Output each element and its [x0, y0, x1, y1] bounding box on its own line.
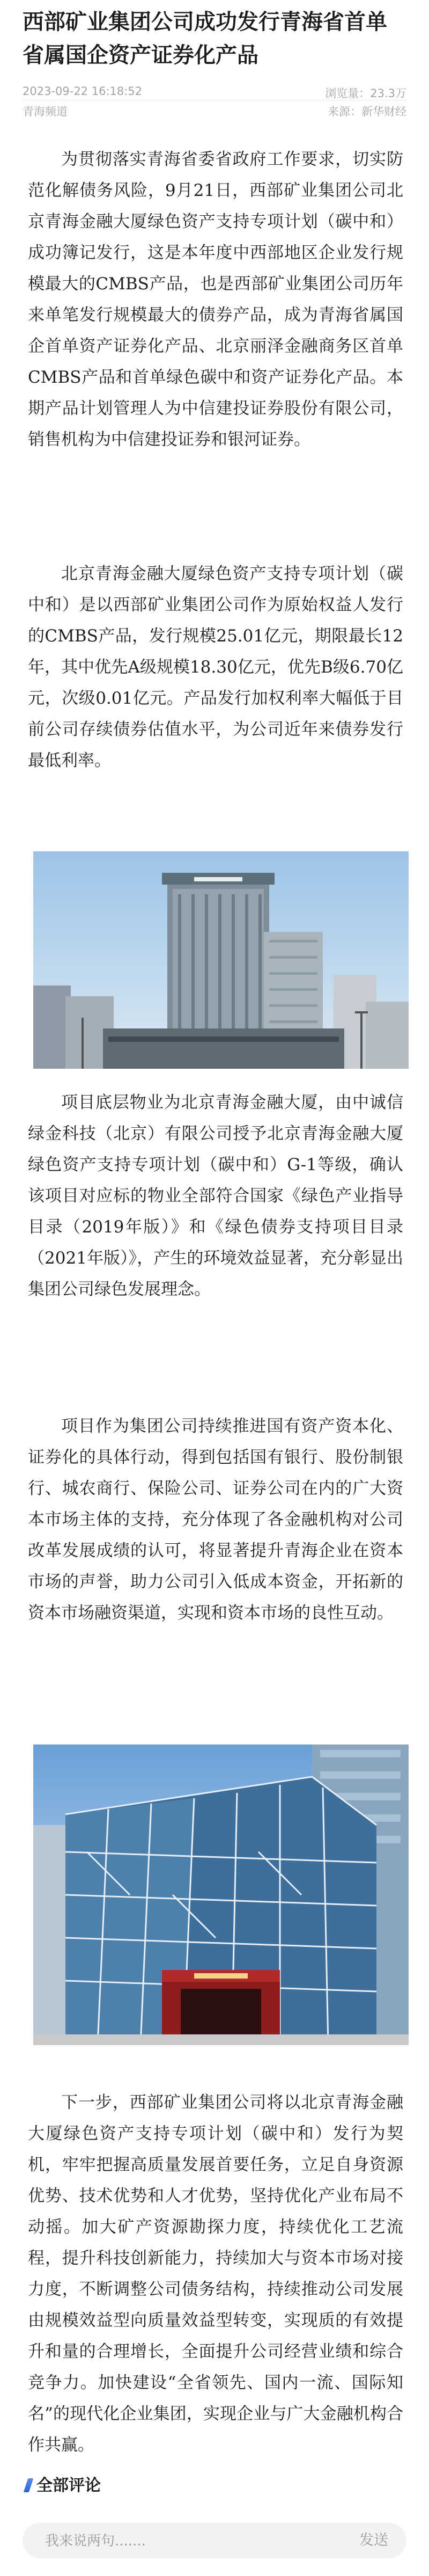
publish-date: 2023-09-22 16:18:52: [23, 85, 143, 98]
article-paragraph-2: 北京青海金融大厦绿色资产支持专项计划（碳中和）是以西部矿业集团公司作为原始权益人发行的CMBS产品，发行规模25.01亿元，期限最长12年，其中优先A级规模18.30亿元，优先B级6.70亿元，次级0.01亿元。产品发行加权利率大幅低于目前公司存续债券估值水平，为公司近年来债券发行最低利率。: [28, 564, 403, 770]
meta-row-top: [23, 85, 406, 101]
comment-section-bar-icon: [24, 2478, 33, 2492]
article-title: 西部矿业集团公司成功发行青海省首单省属国企资产证券化产品: [23, 10, 387, 68]
building-photo-tower: [33, 851, 409, 1069]
meta-row-bottom: [23, 103, 406, 119]
source-label: 来源：新华财经: [328, 105, 406, 118]
comment-bar: [23, 2523, 406, 2558]
comments-header-label: 全部评论: [36, 2476, 101, 2495]
comments-header: [26, 2472, 101, 2493]
article-paragraph-5: 下一步，西部矿业集团公司将以北京青海金融大厦绿色资产支持专项计划（碳中和）发行为契机，牢牢把握高质量发展首要任务，立足自身资源优势、技术优势和人才优势，坚持优化产业布局不动摇。加大矿产资源勘探力度，持续优化工艺流程，提升科技创新能力，持续加大与资本市场对接力度，不断调整公司债务结构，持续推动公司发展由规模效益型向质量效益型转变，实现质的有效提升和量的合理增长，全面提升公司经营业绩和综合竞争力。加快建设“全省领先、国内一流、国际知名”的现代化企业集团，实现企业与广大金融机构合作共赢。: [28, 2093, 403, 2455]
article-paragraph-4: 项目作为集团公司持续推进国有资产资本化、证券化的具体行动，得到包括国有银行、股份制银行、城农商行、保险公司、证券公司在内的广大资本市场主体的支持，充分体现了各金融机构对公司改革发展成绩的认可，将显著提升青海企业在资本市场的声誉，助力公司引入低成本资金，开拓新的资本市场融资渠道，实现和资本市场的良性互动。: [28, 1417, 403, 1623]
article-paragraph-1: 为贯彻落实青海省委省政府工作要求，切实防范化解债务风险，9月21日，西部矿业集团公司北京青海金融大厦绿色资产支持专项计划（碳中和）成功簿记发行，这是本年度中西部地区企业发行规模最大的CMBS产品，也是西部矿业集团公司历年来单笔发行规模最大的债券产品，成为青海省属国企首单资产证券化产品、北京丽泽金融商务区首单CMBS产品和首单绿色碳中和资产证券化产品。本期产品计划管理人为中信建投证券股份有限公司，销售机构为中信建投证券和银河证券。: [28, 150, 403, 449]
building-photo-glass-entrance: [33, 1745, 409, 2045]
comment-input[interactable]: [44, 2523, 325, 2559]
article-paragraph-3: 项目底层物业为北京青海金融大厦，由中诚信绿金科技（北京）有限公司授予北京青海金融大厦绿色资产支持专项计划（碳中和）G-1等级，确认该项目对应标的物业全部符合国家《绿色产业指导目录（2019年版）》和《绿色债券支持项目目录（2021年版）》，产生的环境效益显著，充分彰显出集团公司绿色发展理念。: [28, 1093, 403, 1299]
send-button[interactable]: 发送: [359, 2523, 388, 2558]
channel-label[interactable]: 青海频道: [23, 105, 68, 118]
view-count: 浏览量：23.3万: [325, 87, 406, 100]
